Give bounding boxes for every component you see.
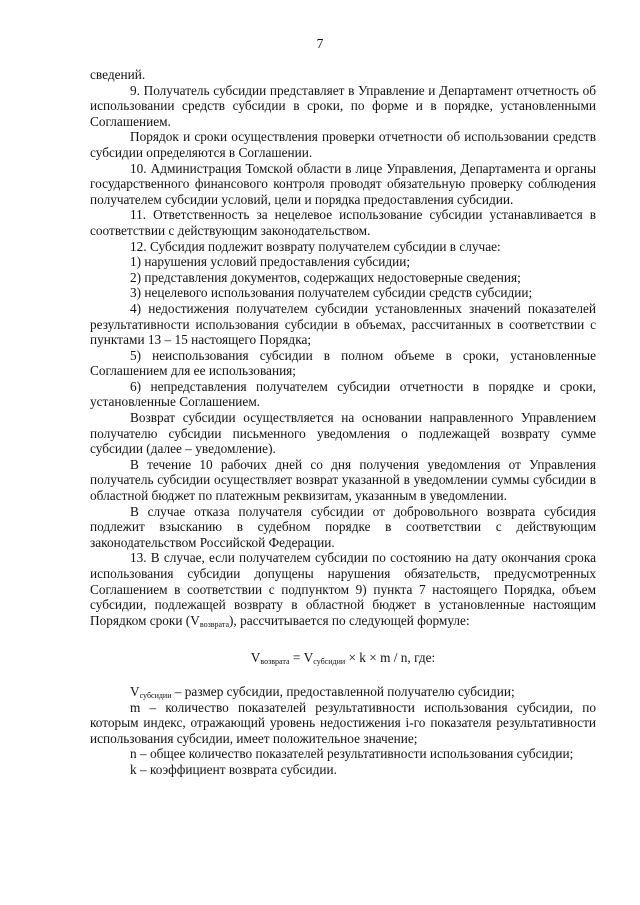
paragraph: 9. Получатель субсидии представляет в Управление и Департамент отчетность об использовании средств субсидии в сроки, по форме и в порядке, установленными Соглашением. (90, 82, 596, 129)
list-item: 6) непредставления получателем субсидии отчетности в порядке и сроки, установленные Соглашением. (90, 378, 596, 410)
definition-var: V (130, 683, 140, 699)
formula-text: = V (289, 650, 314, 666)
definition (90, 684, 596, 700)
subscript: субсидии (313, 657, 346, 667)
paragraph: Возврат субсидии осуществляется на основании направленного Управлением получателю субсидии письменного уведомления о подлежащей возврату сумме субсидии (далее – уведомление). (90, 410, 596, 457)
paragraph: В течение 10 рабочих дней со дня получения уведомления от Управления получатель субсидии осуществляет возврат указанной в уведомлении суммы субсидии в областной бюджет по платежным реквизитам, указанным в уведомлении. (90, 456, 596, 504)
paragraph: 10. Администрация Томской области в лице Управления, Департамента и органы государственного финансового контроля проводят обязательную проверку соблюдения получателем субсидии условий, цели и порядка предоставления субсидии. (90, 160, 596, 207)
page-number: 7 (316, 36, 324, 51)
definition: n – общее количество показателей результативности использования субсидии; (130, 746, 574, 762)
list-item: 5) неиспользования субсидии в полном объеме в сроки, установленные Соглашением для ее использования; (90, 347, 596, 379)
paragraph: 12. Субсидия подлежит возврату получателем субсидии в случае: (130, 238, 501, 254)
list-item: 1) нарушения условий предоставления субсидии; (130, 254, 411, 270)
paragraph-text: ), рассчитывается по следующей формуле: (229, 612, 470, 628)
subscript: возврата (199, 619, 229, 629)
paragraph (90, 550, 596, 628)
list-item: 3) нецелевого использования получателем субсидии средств субсидии; (130, 285, 533, 301)
formula (90, 650, 596, 666)
document-body (90, 67, 596, 778)
paragraph: В случае отказа получателя субсидии от добровольного возврата субсидия подлежит взысканию в судебном порядке в соответствии с действующим законодательством Российской Федерации. (90, 503, 596, 550)
definition: k – коэффициент возврата субсидии. (130, 761, 337, 777)
formula-text: × k × m / n, где: (345, 650, 436, 666)
subscript: субсидии (139, 690, 172, 700)
list-item: 4) недостижения получателем субсидии установленных значений показателей результативности использования субсидии в объемах, рассчитанных в соответствии с пунктами 13 – 15 настоящего Порядка; (90, 300, 596, 348)
subscript: возврата (260, 657, 290, 667)
definition-text: – размер субсидии, предоставленной получателю субсидии; (171, 683, 515, 699)
definition: m – количество показателей результативности использования субсидии, по которым индекс, отражающий уровень недостижения i-го показателя результативности использования субсидии, имеет положительное значение; (90, 699, 596, 746)
paragraph: сведений. (90, 67, 146, 82)
list-item: 2) представления документов, содержащих недостоверные сведения; (130, 269, 521, 285)
paragraph-text: 13. В случае, если получателем субсидии по состоянию на дату окончания срока использования субсидии допущены нарушения обязательств, предусмотренных Соглашением в соответствии с подпунктом 9) пункта 7 настоящего Порядка, объем субсидии, подлежащей возврату в областной бюджет в установленные настоящим Порядком сроки (V (90, 550, 596, 628)
formula-var: V (250, 650, 261, 666)
paragraph: Порядок и сроки осуществления проверки отчетности об использовании средств субсидии определяются в Соглашении. (90, 129, 596, 160)
paragraph: 11. Ответственность за нецелевое использование субсидии устанавливается в соответствии с действующим законодательством. (90, 207, 596, 238)
